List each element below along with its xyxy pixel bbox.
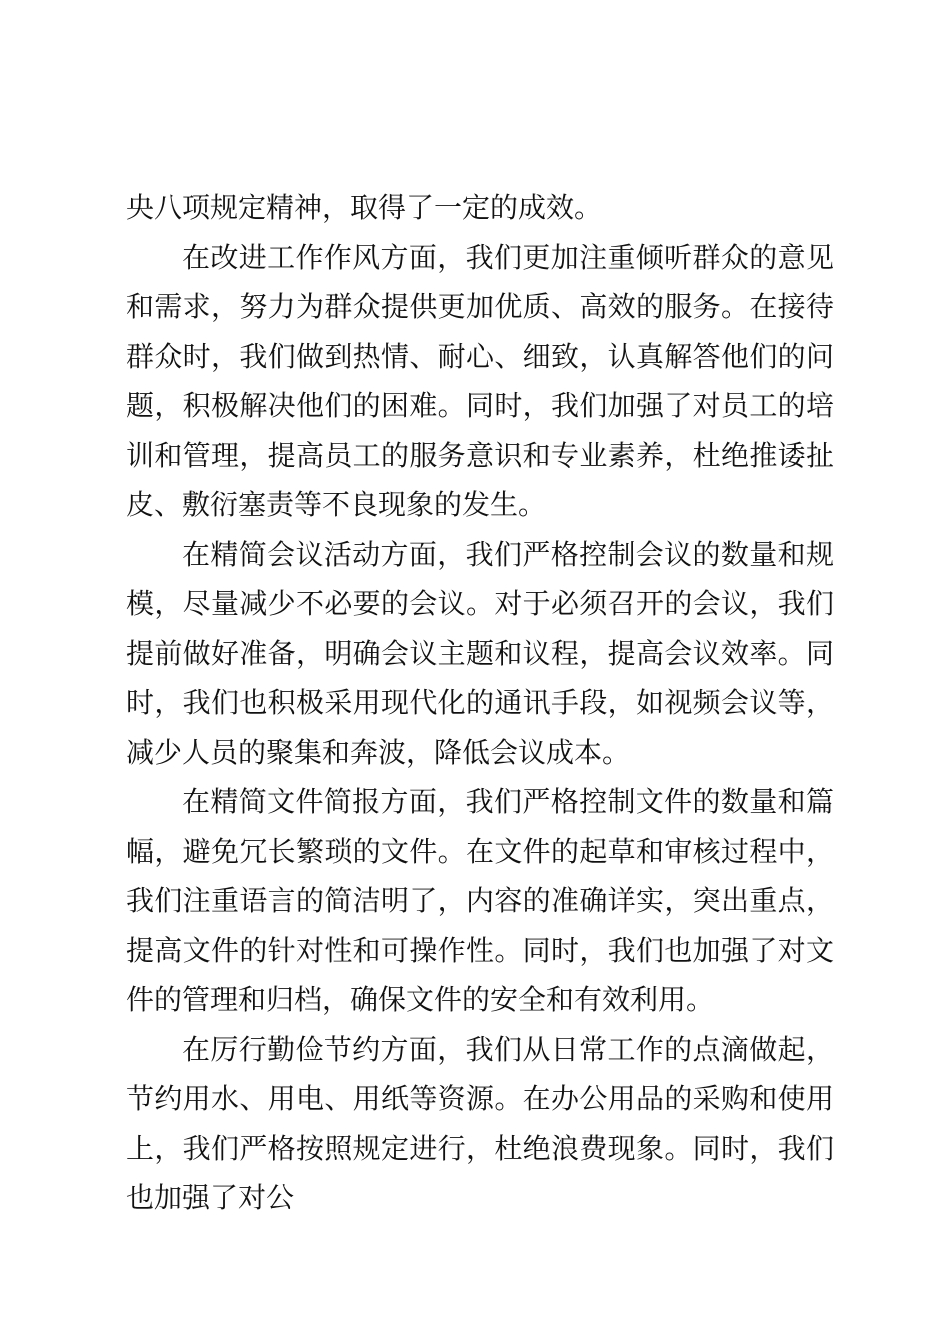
paragraph-work-style: 在改进工作作风方面，我们更加注重倾听群众的意见和需求，努力为群众提供更加优质、高效的服务。在接待群众时，我们做到热情、耐心、细致，认真解答他们的问题，积极解决他们的困难。同时，我们加强了对员工的培训和管理，提高员工的服务意识和专业素养，杜绝推诿扯皮、敷衍塞责等不良现象的发生。 — [126, 240, 834, 521]
paragraph-continuation: 央八项规定精神，取得了一定的成效。 — [126, 191, 603, 224]
paragraph-documents: 在精简文件简报方面，我们严格控制文件的数量和篇幅，避免冗长繁琐的文件。在文件的起草和审核过程中，我们注重语言的简洁明了，内容的准确详实，突出重点，提高文件的针对性和可操作性。同时，我们也加强了对文件的管理和归档，确保文件的安全和有效利用。 — [126, 785, 834, 1016]
paragraph-frugality: 在厉行勤俭节约方面，我们从日常工作的点滴做起，节约用水、用电、用纸等资源。在办公用品的采购和使用上，我们严格按照规定进行，杜绝浪费现象。同时，我们也加强了对公 — [126, 1032, 834, 1214]
document-body — [126, 183, 834, 1223]
paragraph-meetings: 在精简会议活动方面，我们严格控制会议的数量和规模，尽量减少不必要的会议。对于必须召开的会议，我们提前做好准备，明确会议主题和议程，提高会议效率。同时，我们也积极采用现代化的通讯手段，如视频会议等，减少人员的聚集和奔波，降低会议成本。 — [126, 537, 834, 769]
